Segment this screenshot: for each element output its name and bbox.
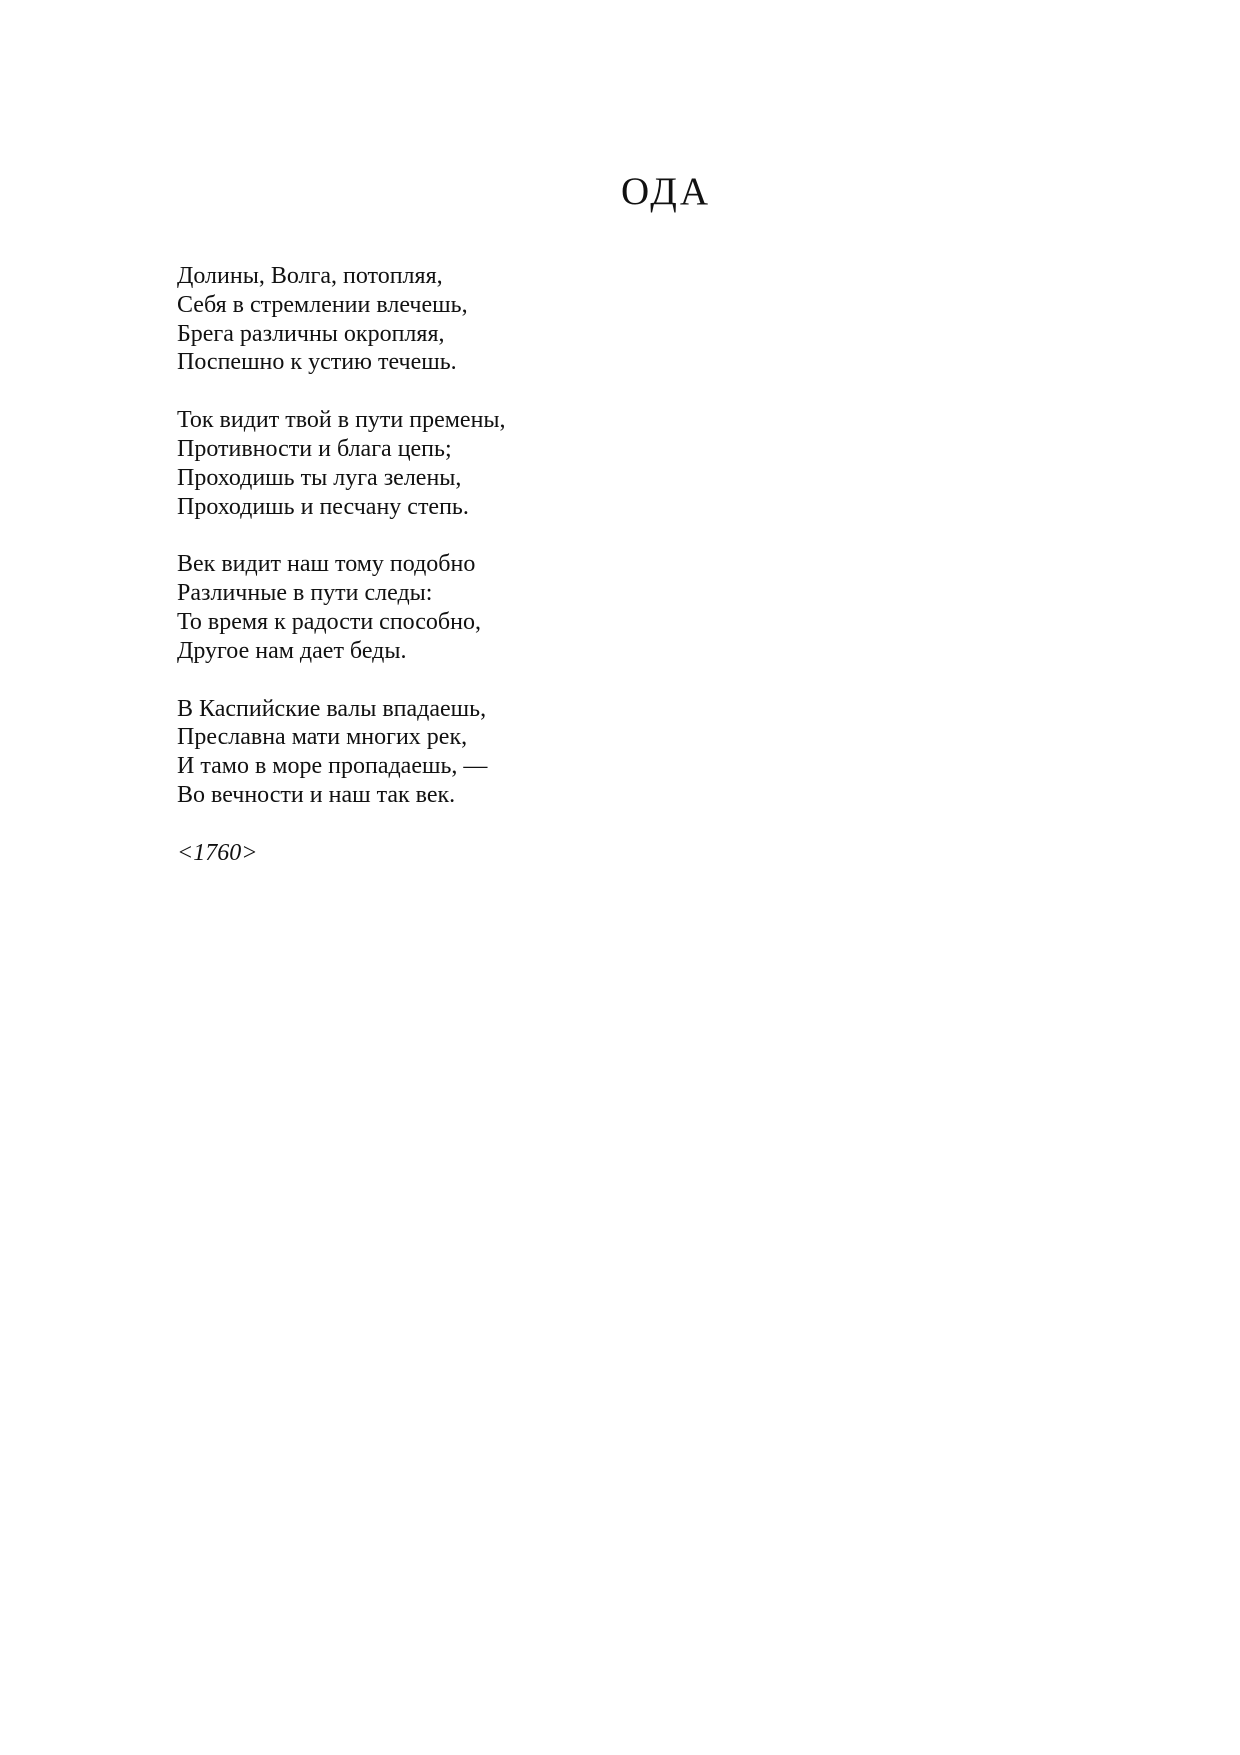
poem-line: Противности и блага цепь;	[177, 435, 452, 462]
poem-line: Брега различны окропляя,	[177, 320, 445, 347]
poem-line: Век видит наш тому подобно	[177, 551, 476, 578]
poem-line: Проходишь ты луга зелены,	[177, 464, 462, 491]
poem-line: Преславна мати многих рек,	[177, 724, 468, 751]
poem-line: Проходишь и песчану степь.	[177, 493, 469, 520]
poem-title: ОДА	[621, 170, 711, 213]
stanza-3	[177, 550, 977, 665]
stanza-1	[177, 262, 977, 377]
poem-line: Поспешно к устию течешь.	[177, 349, 457, 376]
poem-line: Во вечности и наш так век.	[177, 781, 456, 808]
poem-line: Себя в стремлении влечешь,	[177, 291, 468, 318]
poem-line: В Каспийские валы впадаешь,	[177, 695, 487, 722]
poem-line: То время к радости способно,	[177, 608, 481, 635]
poem-line: Различные в пути следы:	[177, 580, 433, 607]
poem-line: Долины, Волга, потопляя,	[177, 263, 443, 289]
stanza-2	[177, 406, 977, 521]
poem-date: <1760>	[177, 839, 258, 866]
stanza-4	[177, 695, 977, 810]
poem-line: Ток видит твой в пути премены,	[177, 407, 506, 434]
poem-line: И тамо в море пропадаешь, —	[177, 753, 488, 780]
poem-body	[177, 262, 977, 868]
poem-line: Другое нам дает беды.	[177, 637, 407, 664]
